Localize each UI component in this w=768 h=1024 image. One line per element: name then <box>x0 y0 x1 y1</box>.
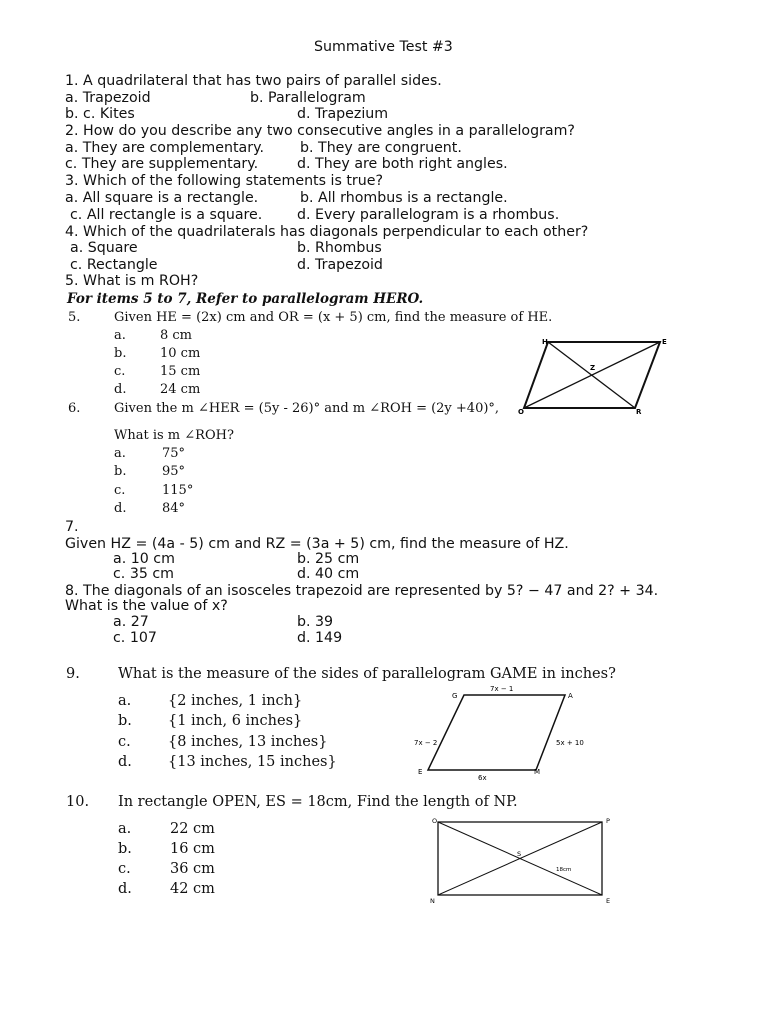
q9-option-letter: b. <box>118 713 132 729</box>
game-label-a: A <box>568 692 573 700</box>
q7-option-c: c. 35 cm <box>113 566 175 582</box>
q9-option-value: {1 inch, 6 inches} <box>168 713 303 729</box>
q5-header: 5. What is m ROH? <box>65 273 199 289</box>
rectangle-open-figure <box>428 815 618 907</box>
open-label-p: P <box>606 817 610 825</box>
q8-option-c: c. 107 <box>113 630 157 646</box>
q4-option-c: c. Rectangle <box>70 257 158 273</box>
open-label-o: O <box>432 817 438 825</box>
q7-option-d: d. 40 cm <box>297 566 360 582</box>
parallelogram-game-figure <box>410 682 590 782</box>
q5-stem: Given HE = (2x) cm and OR = (x + 5) cm, find the measure of HE. <box>114 310 553 325</box>
q6-option-letter: a. <box>114 446 126 461</box>
q4-option-d: d. Trapezoid <box>297 257 383 273</box>
q2-stem: 2. How do you describe any two consecutive angles in a parallelogram? <box>65 123 575 139</box>
q5-option-value: 8 cm <box>160 328 193 343</box>
q8-option-b: b. 39 <box>297 614 334 630</box>
hero-label-o: O <box>518 408 524 416</box>
q9-option-value: {2 inches, 1 inch} <box>168 693 303 709</box>
q4-option-b: b. Rhombus <box>297 240 382 256</box>
q9-stem: What is the measure of the sides of parallelogram GAME in inches? <box>118 666 616 682</box>
q5-option-letter: a. <box>114 328 126 343</box>
page-title: Summative Test #3 <box>314 39 453 55</box>
game-side-right: 5x + 10 <box>556 739 584 747</box>
q10-option-value: 22 cm <box>170 821 215 837</box>
hero-label-e: E <box>662 338 667 346</box>
q6-option-value: 95° <box>162 464 186 479</box>
q10-option-value: 42 cm <box>170 881 215 897</box>
q8-stem-2: What is the value of x? <box>65 598 228 614</box>
q9-number: 9. <box>66 666 80 682</box>
q3-option-d: d. Every parallelogram is a rhombus. <box>297 207 560 223</box>
q10-option-letter: a. <box>118 821 132 837</box>
q5-number: 5. <box>68 310 81 325</box>
q7-option-a: a. 10 cm <box>113 551 175 567</box>
q2-option-d: d. They are both right angles. <box>297 156 508 172</box>
q5-option-value: 10 cm <box>160 346 201 361</box>
q6-sub: What is m ∠ROH? <box>114 428 234 443</box>
q1-option-b: b. Parallelogram <box>250 90 366 106</box>
q6-option-value: 115° <box>162 483 194 498</box>
q1-stem: 1. A quadrilateral that has two pairs of parallel sides. <box>65 73 442 89</box>
q4-stem: 4. Which of the quadrilaterals has diagonals perpendicular to each other? <box>65 224 589 240</box>
q10-stem: In rectangle OPEN, ES = 18cm, Find the length of NP. <box>118 794 518 810</box>
q1-option-d: d. Trapezium <box>297 106 389 122</box>
q6-stem: Given the m ∠HER = (5y - 26)° and m ∠ROH = (2y +40)°, <box>114 401 500 416</box>
q10-number: 10. <box>66 794 90 810</box>
open-label-e: E <box>606 897 611 905</box>
hero-label-z: Z <box>590 364 596 372</box>
q10-option-letter: b. <box>118 841 132 857</box>
q10-option-letter: c. <box>118 861 131 877</box>
q3-stem: 3. Which of the following statements is true? <box>65 173 384 189</box>
q6-option-letter: d. <box>114 501 127 516</box>
q9-option-letter: a. <box>118 693 132 709</box>
q2-option-a: a. They are complementary. <box>65 140 264 156</box>
hero-label-h: H <box>542 338 548 346</box>
q5-option-value: 24 cm <box>160 382 201 397</box>
game-side-top: 7x − 1 <box>490 685 514 693</box>
q6-option-letter: b. <box>114 464 127 479</box>
game-label-e: E <box>418 768 423 776</box>
q2-option-c: c. They are supplementary. <box>65 156 259 172</box>
q5-option-letter: b. <box>114 346 127 361</box>
q6-option-letter: c. <box>114 483 126 498</box>
q9-option-letter: d. <box>118 754 132 770</box>
q10-option-value: 36 cm <box>170 861 215 877</box>
q7-option-b: b. 25 cm <box>297 551 360 567</box>
q8-option-a: a. 27 <box>113 614 149 630</box>
q9-option-value: {13 inches, 15 inches} <box>168 754 337 770</box>
game-outline <box>428 695 565 770</box>
open-label-s: S <box>517 850 522 858</box>
q9-option-letter: c. <box>118 734 131 750</box>
q5-option-value: 15 cm <box>160 364 201 379</box>
q8-option-d: d. 149 <box>297 630 343 646</box>
q1-option-a: a. Trapezoid <box>65 90 151 106</box>
q5-option-letter: d. <box>114 382 127 397</box>
q10-option-letter: d. <box>118 881 132 897</box>
q9-option-value: {8 inches, 13 inches} <box>168 734 328 750</box>
hero-intro: For items 5 to 7, Refer to parallelogram HERO. <box>67 291 424 307</box>
q1-option-c: b. c. Kites <box>65 106 135 122</box>
game-side-left: 7x − 2 <box>414 739 438 747</box>
parallelogram-hero-figure <box>520 336 670 418</box>
q8-stem: 8. The diagonals of an isosceles trapezoid are represented by 5? − 47 and 2? + 34. <box>65 583 659 599</box>
hero-label-r: R <box>636 408 642 416</box>
q6-number: 6. <box>68 401 81 416</box>
q6-option-value: 84° <box>162 501 186 516</box>
q7-stem: Given HZ = (4a - 5) cm and RZ = (3a + 5) cm, find the measure of HZ. <box>65 536 569 552</box>
q10-option-value: 16 cm <box>170 841 215 857</box>
q2-option-b: b. They are congruent. <box>300 140 462 156</box>
q3-option-b: b. All rhombus is a rectangle. <box>300 190 508 206</box>
game-label-g: G <box>452 692 458 700</box>
q4-option-a: a. Square <box>70 240 138 256</box>
open-label-es-length: 18cm <box>556 867 572 873</box>
q3-option-c: c. All rectangle is a square. <box>70 207 263 223</box>
q5-option-letter: c. <box>114 364 126 379</box>
q6-option-value: 75° <box>162 446 186 461</box>
game-label-m: M <box>534 768 541 776</box>
q3-option-a: a. All square is a rectangle. <box>65 190 259 206</box>
q7-number: 7. <box>65 519 79 535</box>
game-side-bottom: 6x <box>478 774 487 782</box>
open-label-n: N <box>430 897 435 905</box>
